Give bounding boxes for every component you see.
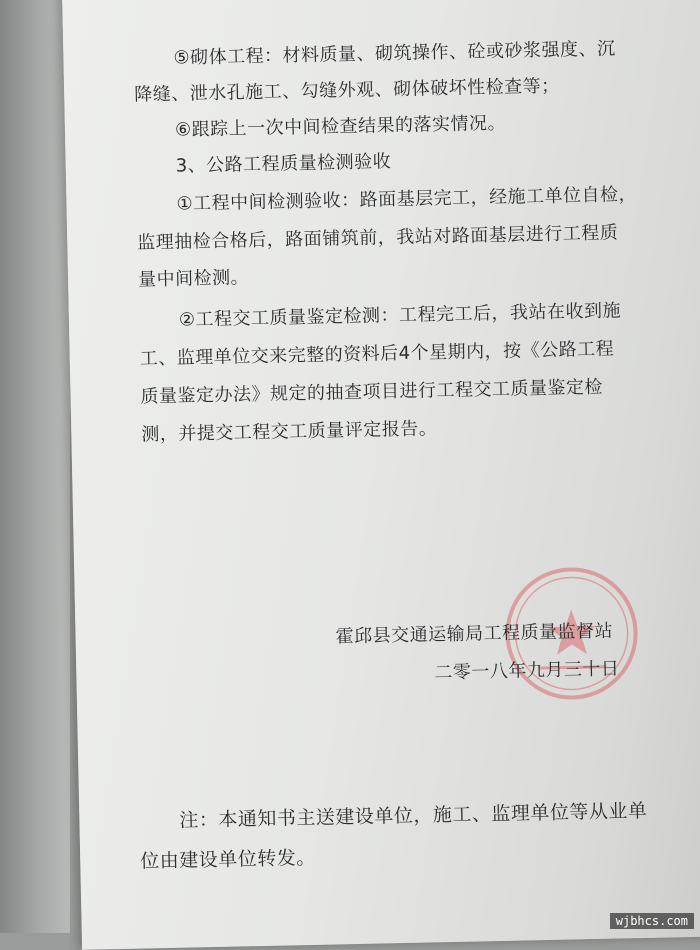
body-line: 工、监理单位交来完整的资料后4个星期内，按《公路工程 (139, 338, 615, 370)
background-edge (0, 0, 70, 933)
note-line: 位由建设单位转发。 (140, 846, 316, 873)
body-line: ⑥跟踪上一次中间检查结果的落实情况。 (174, 112, 507, 141)
document-page (62, 0, 700, 950)
note-line: 注：本通知书主送建设单位，施工、监理单位等从业单 (179, 799, 648, 832)
body-line: 量中间检测。 (137, 267, 250, 291)
issue-date: 二零一八年九月三十日 (434, 658, 620, 684)
body-line: ①工程中间检测验收：路面基层完工，经施工单位自检， (176, 184, 638, 215)
body-line: ②工程交工质量鉴定检测：工程完工后，我站在收到施 (178, 300, 622, 331)
body-line: 测，并提交工程交工质量评定报告。 (141, 418, 438, 446)
body-line: 监理抽检合格后，路面铺筑前，我站对路面基层进行工程质 (137, 222, 619, 254)
body-line: 质量鉴定办法》规定的抽查项目进行工程交工质量鉴定检 (140, 376, 604, 408)
body-line: 降缝、泄水孔施工、勾缝外观、砌体破坏性检查等； (133, 75, 560, 106)
section-heading: 3、公路工程质量检测验收 (175, 151, 392, 177)
watermark: wjbhcs.com (610, 913, 694, 929)
issuing-organization: 霍邱县交通运输局工程质量监督站 (335, 620, 614, 648)
body-line: ⑤砌体工程：材料质量、砌筑操作、砼或砂浆强度、沉 (173, 38, 616, 69)
